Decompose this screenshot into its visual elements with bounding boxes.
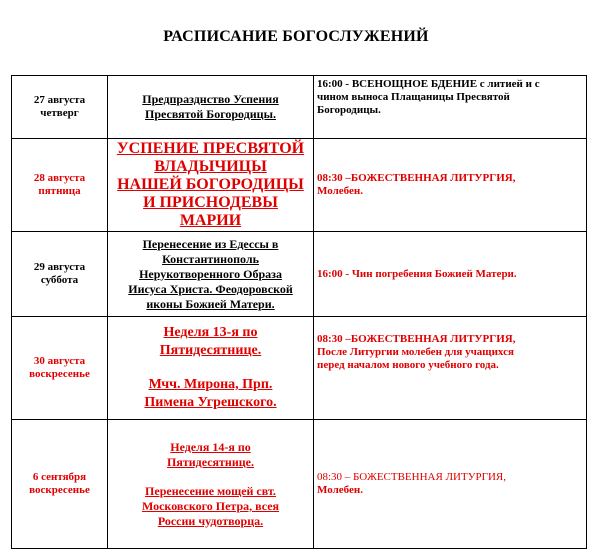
feast-line: Перенесение из Едессы в	[142, 236, 279, 251]
date-cell	[12, 317, 108, 420]
date-cell	[12, 139, 108, 232]
service-line: Молебен.	[317, 484, 363, 496]
feast-cell	[108, 232, 314, 317]
feast-line: Пимена Угрешского.	[144, 395, 277, 410]
feast-line: Пресвятой Богородицы.	[145, 107, 276, 121]
service-cell	[314, 139, 587, 232]
feast-line: УСПЕНИЕ ПРЕСВЯТОЙ	[116, 140, 305, 157]
feast-cell	[108, 139, 314, 232]
feast-line: иконы Божией Матери.	[146, 296, 275, 311]
date-cell	[12, 420, 108, 549]
table-row	[12, 139, 587, 232]
date-cell	[12, 76, 108, 139]
feast-line: Неделя 14-я по	[170, 439, 251, 454]
weekday: пятница	[38, 185, 81, 197]
weekday: воскресенье	[29, 484, 90, 496]
date-cell	[12, 232, 108, 317]
page-title: РАСПИСАНИЕ БОГОСЛУЖЕНИЙ	[163, 28, 429, 45]
service-line: 16:00 - ВСЕНОЩНОЕ БДЕНИЕ с литией и с	[317, 78, 540, 90]
table-row	[12, 317, 587, 420]
service-cell	[314, 317, 587, 420]
service-cell	[314, 76, 587, 139]
feast-line: ВЛАДЫЧИЦЫ	[154, 158, 267, 175]
feast-line: Мчч. Мирона, Прп.	[148, 377, 273, 392]
feast-line: Пятидесятнице.	[159, 343, 262, 358]
feast-cell	[108, 420, 314, 549]
weekday: четверг	[40, 107, 79, 119]
table-row	[12, 232, 587, 317]
date: 6 сентября	[32, 471, 87, 483]
service-line: 08:30 –БОЖЕСТВЕННАЯ ЛИТУРГИЯ,	[317, 333, 516, 345]
feast-cell	[108, 317, 314, 420]
feast-line: России чудотворца.	[157, 513, 264, 528]
service-line: 08:30 – БОЖЕСТВЕННАЯ ЛИТУРГИЯ,	[317, 471, 506, 483]
feast-line: Нерукотворенного Образа	[139, 266, 282, 281]
service-cell	[314, 232, 587, 317]
date: 28 августа	[33, 172, 86, 184]
service-cell	[314, 420, 587, 549]
date: 29 августа	[33, 261, 86, 273]
service-line: перед началом нового учебного года.	[317, 359, 499, 371]
date: 27 августа	[33, 94, 86, 106]
service-line: Богородицы.	[317, 104, 381, 116]
table-row	[12, 76, 587, 139]
feast-line: Константинополь	[162, 251, 259, 266]
service-line: 16:00 - Чин погребения Божией Матери.	[317, 267, 517, 280]
feast-line: Неделя 13-я по	[163, 325, 258, 340]
table-row	[12, 420, 587, 549]
feast-line: Перенесение мощей свт.	[145, 483, 276, 498]
service-line: 08:30 –БОЖЕСТВЕННАЯ ЛИТУРГИЯ,	[317, 172, 516, 184]
feast-line: Московского Петра, всея	[141, 498, 280, 513]
service-line: чином выноса Плащаницы Пресвятой	[317, 91, 510, 103]
feast-line: Пятидесятнице.	[167, 454, 254, 469]
date: 30 августа	[33, 355, 86, 367]
service-line: После Литургии молебен для учащихся	[317, 346, 514, 358]
weekday: воскресенье	[29, 368, 90, 380]
feast-line: Предпразднство Успения	[142, 92, 279, 106]
weekday: суббота	[40, 274, 79, 286]
schedule-table	[11, 75, 587, 549]
feast-line: НАШЕЙ БОГОРОДИЦЫ	[117, 176, 304, 193]
feast-cell	[108, 76, 314, 139]
service-line: Молебен.	[317, 185, 363, 197]
feast-line: И ПРИСНОДЕВЫ МАРИИ	[143, 194, 278, 229]
feast-line: Иисуса Христа. Феодоровской	[128, 281, 293, 296]
